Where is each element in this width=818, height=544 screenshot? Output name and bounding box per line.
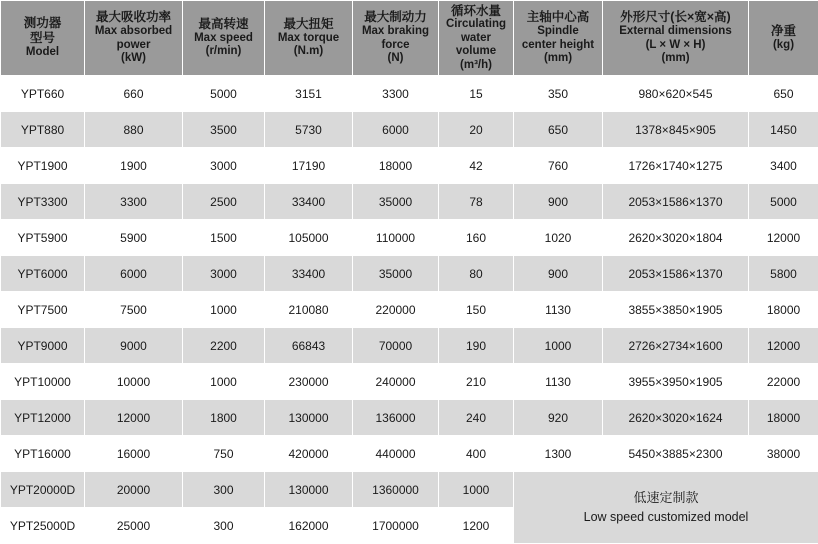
cell-dims: 2053×1586×1370 bbox=[603, 256, 749, 292]
cell-model: YPT3300 bbox=[1, 184, 85, 220]
cell-height: 1300 bbox=[514, 436, 603, 472]
column-header-model-zh-2: 型号 bbox=[3, 31, 82, 46]
cell-water: 240 bbox=[439, 400, 514, 436]
cell-model: YPT9000 bbox=[1, 328, 85, 364]
cell-brake: 1360000 bbox=[353, 472, 439, 508]
cell-torque: 130000 bbox=[265, 400, 353, 436]
cell-brake: 35000 bbox=[353, 184, 439, 220]
cell-speed: 3500 bbox=[183, 112, 265, 148]
cell-water: 150 bbox=[439, 292, 514, 328]
column-header-model-en: Model bbox=[3, 46, 82, 60]
column-header-height-en-1: Spindle bbox=[516, 25, 600, 39]
cell-dims: 980×620×545 bbox=[603, 76, 749, 112]
table-header bbox=[1, 1, 818, 76]
cell-height: 1130 bbox=[514, 364, 603, 400]
cell-power: 9000 bbox=[85, 328, 183, 364]
cell-height: 760 bbox=[514, 148, 603, 184]
cell-water: 1000 bbox=[439, 472, 514, 508]
cell-speed: 2200 bbox=[183, 328, 265, 364]
column-header-brake-en-2: force bbox=[355, 39, 436, 53]
cell-model: YPT5900 bbox=[1, 220, 85, 256]
cell-low-speed-customized-note bbox=[514, 472, 818, 544]
column-header-torque-en: Max torque bbox=[267, 32, 350, 46]
cell-dims: 2620×3020×1624 bbox=[603, 400, 749, 436]
cell-model: YPT10000 bbox=[1, 364, 85, 400]
cell-dims: 1378×845×905 bbox=[603, 112, 749, 148]
table-row bbox=[1, 328, 818, 364]
cell-water: 15 bbox=[439, 76, 514, 112]
table-body bbox=[1, 76, 818, 544]
cell-torque: 66843 bbox=[265, 328, 353, 364]
column-header-spindle-center-height bbox=[514, 1, 603, 76]
cell-brake: 35000 bbox=[353, 256, 439, 292]
cell-dims: 2620×3020×1804 bbox=[603, 220, 749, 256]
cell-brake: 3300 bbox=[353, 76, 439, 112]
note-en: Low speed customized model bbox=[516, 508, 816, 527]
cell-dims: 2726×2734×1600 bbox=[603, 328, 749, 364]
column-header-max-speed bbox=[183, 1, 265, 76]
cell-brake: 220000 bbox=[353, 292, 439, 328]
column-header-dims-en: External dimensions bbox=[605, 25, 746, 39]
cell-model: YPT20000D bbox=[1, 472, 85, 508]
column-header-weight-unit: (kg) bbox=[751, 39, 816, 53]
cell-model: YPT12000 bbox=[1, 400, 85, 436]
table-row bbox=[1, 184, 818, 220]
column-header-external-dimensions bbox=[603, 1, 749, 76]
cell-weight: 22000 bbox=[749, 364, 818, 400]
column-header-max-torque bbox=[265, 1, 353, 76]
cell-weight: 18000 bbox=[749, 292, 818, 328]
table-row bbox=[1, 148, 818, 184]
cell-torque: 105000 bbox=[265, 220, 353, 256]
column-header-power-en-1: Max absorbed bbox=[87, 25, 180, 39]
column-header-net-weight bbox=[749, 1, 818, 76]
table-row bbox=[1, 112, 818, 148]
cell-height: 1020 bbox=[514, 220, 603, 256]
column-header-water-en-1: Circulating bbox=[441, 18, 511, 32]
cell-weight: 1450 bbox=[749, 112, 818, 148]
cell-torque: 230000 bbox=[265, 364, 353, 400]
column-header-max-absorbed-power bbox=[85, 1, 183, 76]
column-header-brake-en-1: Max braking bbox=[355, 25, 436, 39]
cell-weight: 12000 bbox=[749, 328, 818, 364]
table-row bbox=[1, 400, 818, 436]
cell-speed: 3000 bbox=[183, 256, 265, 292]
column-header-speed-en: Max speed bbox=[185, 32, 262, 46]
cell-weight: 18000 bbox=[749, 400, 818, 436]
cell-speed: 300 bbox=[183, 472, 265, 508]
column-header-speed-zh: 最高转速 bbox=[185, 17, 262, 32]
cell-speed: 5000 bbox=[183, 76, 265, 112]
cell-weight: 5800 bbox=[749, 256, 818, 292]
column-header-brake-zh: 最大制动力 bbox=[355, 10, 436, 25]
cell-speed: 300 bbox=[183, 508, 265, 544]
cell-speed: 1500 bbox=[183, 220, 265, 256]
cell-speed: 1000 bbox=[183, 364, 265, 400]
cell-model: YPT7500 bbox=[1, 292, 85, 328]
cell-weight: 38000 bbox=[749, 436, 818, 472]
column-header-height-en-2: center height bbox=[516, 39, 600, 53]
cell-height: 900 bbox=[514, 184, 603, 220]
cell-model: YPT660 bbox=[1, 76, 85, 112]
cell-water: 190 bbox=[439, 328, 514, 364]
cell-water: 20 bbox=[439, 112, 514, 148]
cell-height: 650 bbox=[514, 112, 603, 148]
cell-model: YPT25000D bbox=[1, 508, 85, 544]
column-header-torque-zh: 最大扭矩 bbox=[267, 17, 350, 32]
cell-brake: 18000 bbox=[353, 148, 439, 184]
column-header-height-zh: 主轴中心高 bbox=[516, 10, 600, 25]
cell-speed: 3000 bbox=[183, 148, 265, 184]
column-header-water-en-2: water volume bbox=[441, 32, 511, 59]
cell-speed: 1000 bbox=[183, 292, 265, 328]
cell-speed: 750 bbox=[183, 436, 265, 472]
cell-dims: 2053×1586×1370 bbox=[603, 184, 749, 220]
cell-water: 160 bbox=[439, 220, 514, 256]
cell-height: 900 bbox=[514, 256, 603, 292]
cell-power: 3300 bbox=[85, 184, 183, 220]
cell-water: 80 bbox=[439, 256, 514, 292]
cell-power: 1900 bbox=[85, 148, 183, 184]
column-header-circulating-water-volume bbox=[439, 1, 514, 76]
cell-torque: 33400 bbox=[265, 184, 353, 220]
cell-brake: 6000 bbox=[353, 112, 439, 148]
column-header-brake-unit: (N) bbox=[355, 52, 436, 66]
cell-torque: 420000 bbox=[265, 436, 353, 472]
cell-height: 350 bbox=[514, 76, 603, 112]
cell-power: 660 bbox=[85, 76, 183, 112]
cell-model: YPT1900 bbox=[1, 148, 85, 184]
column-header-torque-unit: (N.m) bbox=[267, 45, 350, 59]
cell-model: YPT6000 bbox=[1, 256, 85, 292]
cell-dims: 3955×3950×1905 bbox=[603, 364, 749, 400]
cell-power: 25000 bbox=[85, 508, 183, 544]
cell-brake: 440000 bbox=[353, 436, 439, 472]
cell-torque: 3151 bbox=[265, 76, 353, 112]
cell-power: 20000 bbox=[85, 472, 183, 508]
cell-height: 920 bbox=[514, 400, 603, 436]
column-header-speed-unit: (r/min) bbox=[185, 45, 262, 59]
cell-weight: 650 bbox=[749, 76, 818, 112]
cell-dims: 1726×1740×1275 bbox=[603, 148, 749, 184]
cell-power: 10000 bbox=[85, 364, 183, 400]
column-header-model-zh-1: 测功器 bbox=[3, 16, 82, 31]
table-row bbox=[1, 76, 818, 112]
column-header-height-unit: (mm) bbox=[516, 52, 600, 66]
cell-power: 5900 bbox=[85, 220, 183, 256]
cell-water: 78 bbox=[439, 184, 514, 220]
column-header-water-zh: 循环水量 bbox=[441, 4, 511, 19]
cell-torque: 210080 bbox=[265, 292, 353, 328]
cell-dims: 5450×3885×2300 bbox=[603, 436, 749, 472]
cell-torque: 130000 bbox=[265, 472, 353, 508]
cell-water: 210 bbox=[439, 364, 514, 400]
cell-power: 12000 bbox=[85, 400, 183, 436]
cell-power: 16000 bbox=[85, 436, 183, 472]
column-header-dims-unit-2: (mm) bbox=[605, 52, 746, 66]
cell-torque: 17190 bbox=[265, 148, 353, 184]
cell-dims: 3855×3850×1905 bbox=[603, 292, 749, 328]
cell-brake: 1700000 bbox=[353, 508, 439, 544]
cell-model: YPT880 bbox=[1, 112, 85, 148]
cell-height: 1130 bbox=[514, 292, 603, 328]
column-header-weight-zh: 净重 bbox=[751, 24, 816, 39]
cell-weight: 3400 bbox=[749, 148, 818, 184]
cell-torque: 162000 bbox=[265, 508, 353, 544]
column-header-power-zh: 最大吸收功率 bbox=[87, 10, 180, 25]
table-row bbox=[1, 472, 818, 508]
cell-power: 880 bbox=[85, 112, 183, 148]
column-header-dims-zh: 外形尺寸(长×宽×高) bbox=[605, 10, 746, 25]
table-header-row bbox=[1, 1, 818, 76]
cell-weight: 12000 bbox=[749, 220, 818, 256]
cell-water: 1200 bbox=[439, 508, 514, 544]
cell-brake: 70000 bbox=[353, 328, 439, 364]
cell-brake: 136000 bbox=[353, 400, 439, 436]
cell-weight: 5000 bbox=[749, 184, 818, 220]
cell-power: 6000 bbox=[85, 256, 183, 292]
table-row bbox=[1, 292, 818, 328]
cell-speed: 1800 bbox=[183, 400, 265, 436]
cell-torque: 33400 bbox=[265, 256, 353, 292]
column-header-model bbox=[1, 1, 85, 76]
table-row bbox=[1, 256, 818, 292]
table-row bbox=[1, 220, 818, 256]
cell-height: 1000 bbox=[514, 328, 603, 364]
column-header-max-braking-force bbox=[353, 1, 439, 76]
column-header-power-en-2: power bbox=[87, 39, 180, 53]
cell-water: 400 bbox=[439, 436, 514, 472]
cell-water: 42 bbox=[439, 148, 514, 184]
table-row bbox=[1, 364, 818, 400]
column-header-dims-unit-1: (L × W × H) bbox=[605, 39, 746, 53]
cell-brake: 110000 bbox=[353, 220, 439, 256]
column-header-power-unit: (kW) bbox=[87, 52, 180, 66]
cell-torque: 5730 bbox=[265, 112, 353, 148]
cell-model: YPT16000 bbox=[1, 436, 85, 472]
table-row bbox=[1, 436, 818, 472]
cell-power: 7500 bbox=[85, 292, 183, 328]
cell-speed: 2500 bbox=[183, 184, 265, 220]
note-zh: 低速定制款 bbox=[516, 488, 816, 508]
cell-brake: 240000 bbox=[353, 364, 439, 400]
column-header-water-unit: (m³/h) bbox=[441, 59, 511, 73]
